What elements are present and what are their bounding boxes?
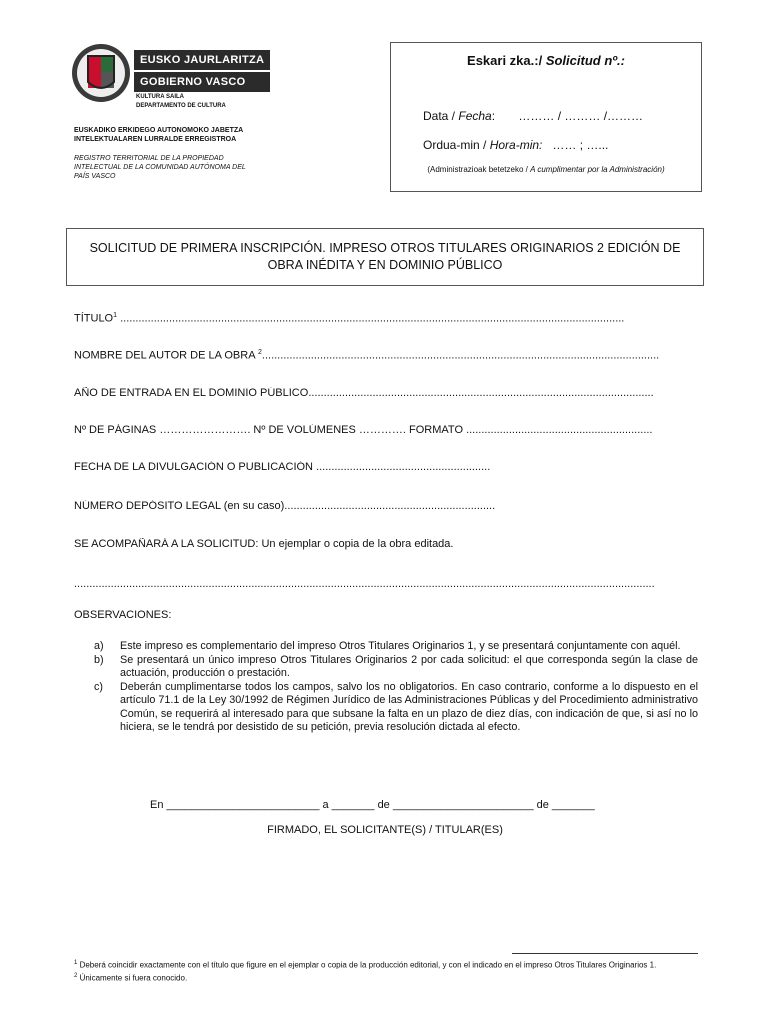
signature-caption-text: FIRMADO, EL SOLICITANTE(S) / TITULAR(ES) [267,824,503,836]
request-title-spanish: Solicitud nº.: [545,53,625,68]
signature-place-date-line[interactable] [150,799,595,811]
footnote-2-text: Únicamente si fuera conocido. [77,973,188,983]
author-field[interactable] [74,349,696,362]
publication-date-field[interactable] [74,461,696,473]
time-field[interactable] [423,138,608,152]
list-item [74,640,698,654]
list-item-label: c) [94,680,103,693]
time-label-basque: Ordua-min / [423,138,490,152]
author-label: NOMBRE DEL AUTOR DE LA OBRA [74,349,258,362]
footnote-1-text: Deberá coincidir exactamente con el título que figure en el ejemplar o copia de la producción editorial, y con el indicado en el impreso Otros Titulares Originarios 1. [77,960,657,970]
form-title [66,228,704,286]
list-item [74,681,698,735]
blank-line[interactable] [74,578,696,590]
public-domain-year-label: AÑO DE ENTRADA EN EL DOMINIO PÚBLICO [74,387,309,399]
title-footnote-ref: 1 [113,312,118,319]
logo-wordmark [134,50,270,92]
logo-line-spanish: GOBIERNO VASCO [134,70,270,92]
author-dots: .................................................................................................................................. [261,349,660,362]
publication-date-dots: ......................................................... [316,461,491,473]
list-item [74,654,698,681]
public-domain-year-dots: ................................................................................................................. [308,387,654,399]
signature-place-date-text: En _________________________ a _______ de _______________________ de _______ [150,799,595,811]
time-label-spanish: Hora-min: [489,138,543,152]
pages-volumes-format-field[interactable] [74,424,696,436]
list-item-label: a) [94,640,104,652]
admin-note-spanish: A cumplimentar por la Administración) [530,165,665,174]
dept-basque: KULTURA SAILA [136,94,184,100]
public-domain-year-field[interactable] [74,387,696,399]
legal-deposit-field[interactable] [74,500,696,512]
registry-basque [74,126,243,144]
request-number-title [391,53,701,68]
pages-volumes-format-label: Nº DE PÁGINAS ……………………. Nº DE VOLÚMENES …………. FORMATO [74,424,467,436]
footnote-divider [512,953,698,954]
title-label: TÍTULO [74,312,114,325]
attachment-note [74,538,696,550]
blank-line-dots: .............................................................................................................................................................................................. [74,578,655,590]
observations-heading [74,609,696,621]
list-item-text: Se presentará un único impreso Otros Titulares Originarios 2 por cada solicitud: el que corresponda según la clase de actuación, producción o prestación. [120,653,698,679]
signature-caption [0,824,770,836]
admin-note-basque: (Administrazioak betetzeko / [427,165,531,174]
author-footnote-ref: 2 [258,349,262,356]
attachment-note-text: SE ACOMPAÑARÁ A LA SOLICITUD: Un ejemplar o copia de la obra editada. [74,538,454,550]
list-item-label: b) [94,653,104,666]
observations-list [74,640,698,735]
request-title-basque: Eskari zka.:/ [467,53,546,68]
footnote-1-number: 1 [74,960,78,966]
list-item-text: Este impreso es complementario del impreso Otros Titulares Originarios 1, y se presentará conjuntamente con aquél. [120,640,681,652]
logo-line-basque: EUSKO JAURLARITZA [140,54,265,66]
dept-spanish: DEPARTAMENTO DE CULTURA [136,103,226,109]
legal-deposit-dots: ..................................................................... [284,500,496,512]
department-name [136,93,226,111]
date-value: : ……… / ……… /……… [491,109,644,123]
legal-deposit-label: NÚMERO DEPÓSITO LEGAL (en su caso) [74,500,285,512]
time-value: …… ; …... [542,138,609,152]
footnotes [74,958,698,983]
request-number-box [390,42,702,192]
title-field[interactable] [74,312,696,325]
registry-basque-line2: INTELEKTUALAREN LURRALDE ERREGISTROA [74,136,237,143]
publication-date-label: FECHA DE LA DIVULGACIÓN O PUBLICACIÓN [74,461,317,473]
registry-spanish [74,154,246,181]
form-title-text: SOLICITUD DE PRIMERA INSCRIPCIÓN. IMPRESO OTROS TITULARES ORIGINARIOS 2 EDICIÓN DE OBRA INÉDITA Y EN DOMINIO PÚBLICO [89,241,681,272]
observations-heading-text: OBSERVACIONES: [74,609,172,621]
date-label-spanish: Fecha [458,109,492,123]
footnote-2-number: 2 [74,972,78,979]
admin-note [391,165,701,174]
registry-spanish-line3: PAÍS VASCO [74,173,116,180]
list-item-text: Deberán cumplimentarse todos los campos, salvo los no obligatorios. En caso contrario, conforme a lo dispuesto en el artículo 71.1 de la Ley 30/1992 de Régimen Jurídico de las Administraciones Públicas y del Procedimiento administrativo Común, se requerirá al interesado para que subsane la falta en un plazo de diez días, con indicación de que, si así no lo hiciera, se le tendrá por desistido de su petición, previa resolución dictada al efecto. [120,680,698,733]
date-field[interactable] [423,109,643,123]
footnote-2 [74,971,698,984]
format-dots: ............................................................. [466,424,653,436]
registry-spanish-line2: INTELECTUAL DE LA COMUNIDAD AUTÓNOMA DEL [74,164,246,171]
registry-basque-line1: EUSKADIKO ERKIDEGO AUTONOMOKO JABETZA [74,127,244,134]
coat-of-arms-icon [70,42,132,104]
title-dots: ..................................................................................................................................................................... [120,312,625,325]
footnote-1 [74,958,698,971]
date-label-basque: Data / [423,109,459,123]
registry-spanish-line1: REGISTRO TERRITORIAL DE LA PROPIEDAD [74,155,224,162]
